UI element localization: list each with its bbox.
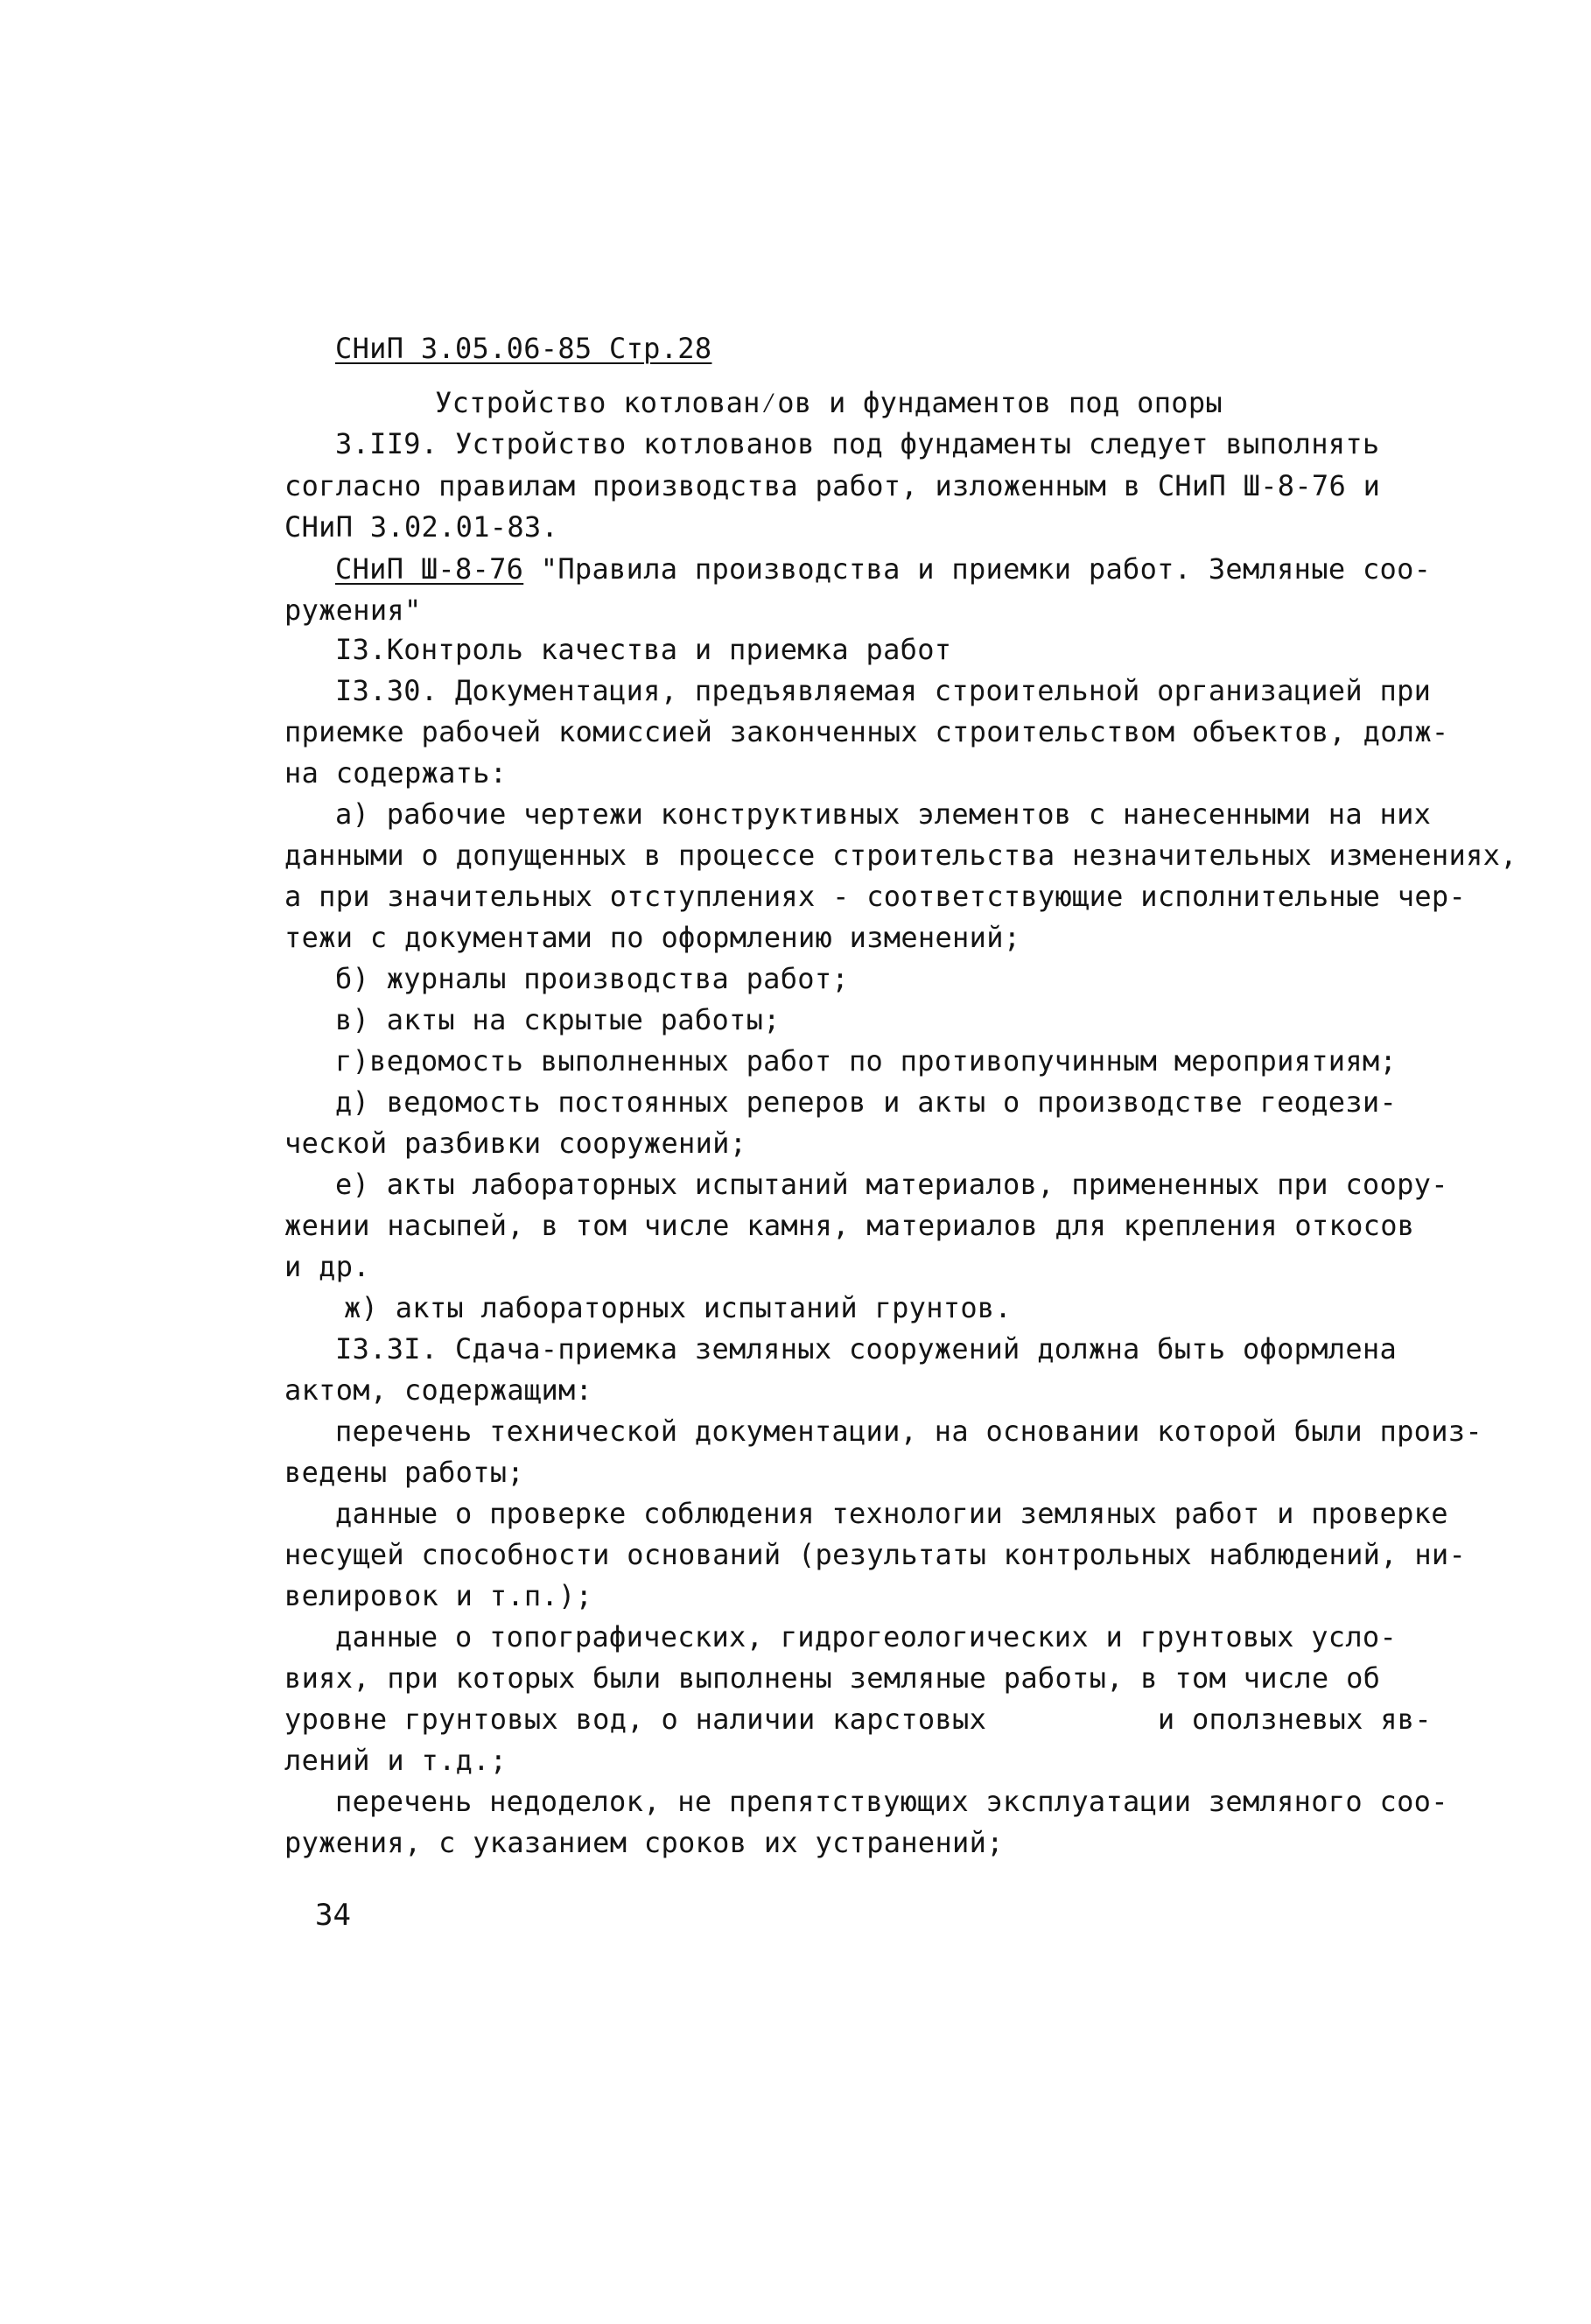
snip-reference-line <box>335 551 1431 586</box>
act-item-1-line-2: ведены работы; <box>284 1456 524 1489</box>
list-item-a-line-4: тежи с документами по оформлению изменений; <box>284 921 1021 954</box>
act-item-3-line-4: лений и т.д.; <box>284 1744 508 1777</box>
snip-reference-text: "Правила производства и приемки работ. Земляные соо- <box>523 552 1432 586</box>
list-item-d-line-1: д) ведомость постоянных реперов и акты о производстве геодези- <box>335 1085 1398 1119</box>
paragraph-3-119-line-2: согласно правилам производства работ, изложенным в СНиП Ш-8-76 и <box>284 469 1381 502</box>
list-item-e-line-1: е) акты лабораторных испытаний материалов, примененных при соору- <box>335 1168 1448 1201</box>
paragraph-13-31-line-1: I3.3I. Сдача-приемка земляных сооружений должна быть оформлена <box>335 1332 1398 1366</box>
paragraph-3-119-line-1: 3.II9. Устройство котлованов под фундаменты следует выполнять <box>335 427 1380 460</box>
list-item-e-line-3: и др. <box>284 1250 370 1283</box>
list-item-g: г)ведомость выполненных работ по противопучинным мероприятиям; <box>335 1044 1398 1078</box>
act-item-2-line-3: велировок и т.п.); <box>284 1579 593 1612</box>
list-item-a-line-2: данными о допущенных в процессе строительства незначительных изменениях, <box>284 839 1517 872</box>
list-item-b: б) журналы производства работ; <box>335 962 849 995</box>
paragraph-13-30-line-3: на содержать: <box>284 756 508 790</box>
paragraph-13-30-line-1: I3.30. Документация, предъявляемая строительной организацией при <box>335 674 1432 707</box>
act-item-3-line-2: виях, при которых были выполнены земляные работы, в том числе об <box>284 1661 1381 1695</box>
section-title: Устройство котлован⁄ов и фундаментов под опоры <box>435 386 1223 419</box>
act-item-3-line-1: данные о топографических, гидрогеологических и грунтовых усло- <box>335 1620 1398 1653</box>
list-item-e-line-2: жении насыпей, в том числе камня, материалов для крепления откосов <box>284 1209 1415 1242</box>
paragraph-3-119-line-3: СНиП 3.02.01-83. <box>284 510 559 544</box>
list-item-a-line-1: а) рабочие чертежи конструктивных элементов с нанесенными на них <box>335 797 1432 831</box>
list-item-zh: ж) акты лабораторных испытаний грунтов. <box>344 1291 1013 1324</box>
act-item-2-line-1: данные о проверке соблюдения технологии земляных работ и проверке <box>335 1497 1448 1530</box>
list-item-d-line-2: ческой разбивки сооружений; <box>284 1127 747 1160</box>
paragraph-13-30-line-2: приемке рабочей комиссией законченных строительством объектов, долж- <box>284 715 1449 748</box>
act-item-3-line-3: уровне грунтовых вод, о наличии карстовых и оползневых яв- <box>284 1703 1432 1736</box>
list-item-a-line-3: а при значительных отступлениях - соответствующие исполнительные чер- <box>284 880 1467 913</box>
snip-reference-code: СНиП Ш-8-76 <box>335 552 524 586</box>
section-heading-13: I3.Контроль качества и приемка работ <box>335 633 952 666</box>
act-item-1-line-1: перечень технической документации, на основании которой были произ- <box>335 1415 1482 1448</box>
page-number: 34 <box>315 1898 351 1933</box>
paragraph-13-31-line-2: актом, содержащим: <box>284 1373 593 1407</box>
snip-reference-line-2: ружения" <box>284 593 422 627</box>
act-item-2-line-2: несущей способности оснований (результаты контрольных наблюдений, ни- <box>284 1538 1467 1571</box>
act-item-4-line-1: перечень недоделок, не препятствующих эксплуатации земляного соо- <box>335 1785 1448 1818</box>
list-item-v: в) акты на скрытые работы; <box>335 1003 781 1036</box>
act-item-4-line-2: ружения, с указанием сроков их устранений; <box>284 1826 1004 1859</box>
document-reference-header: СНиП 3.05.06-85 Стр.28 <box>335 332 712 365</box>
